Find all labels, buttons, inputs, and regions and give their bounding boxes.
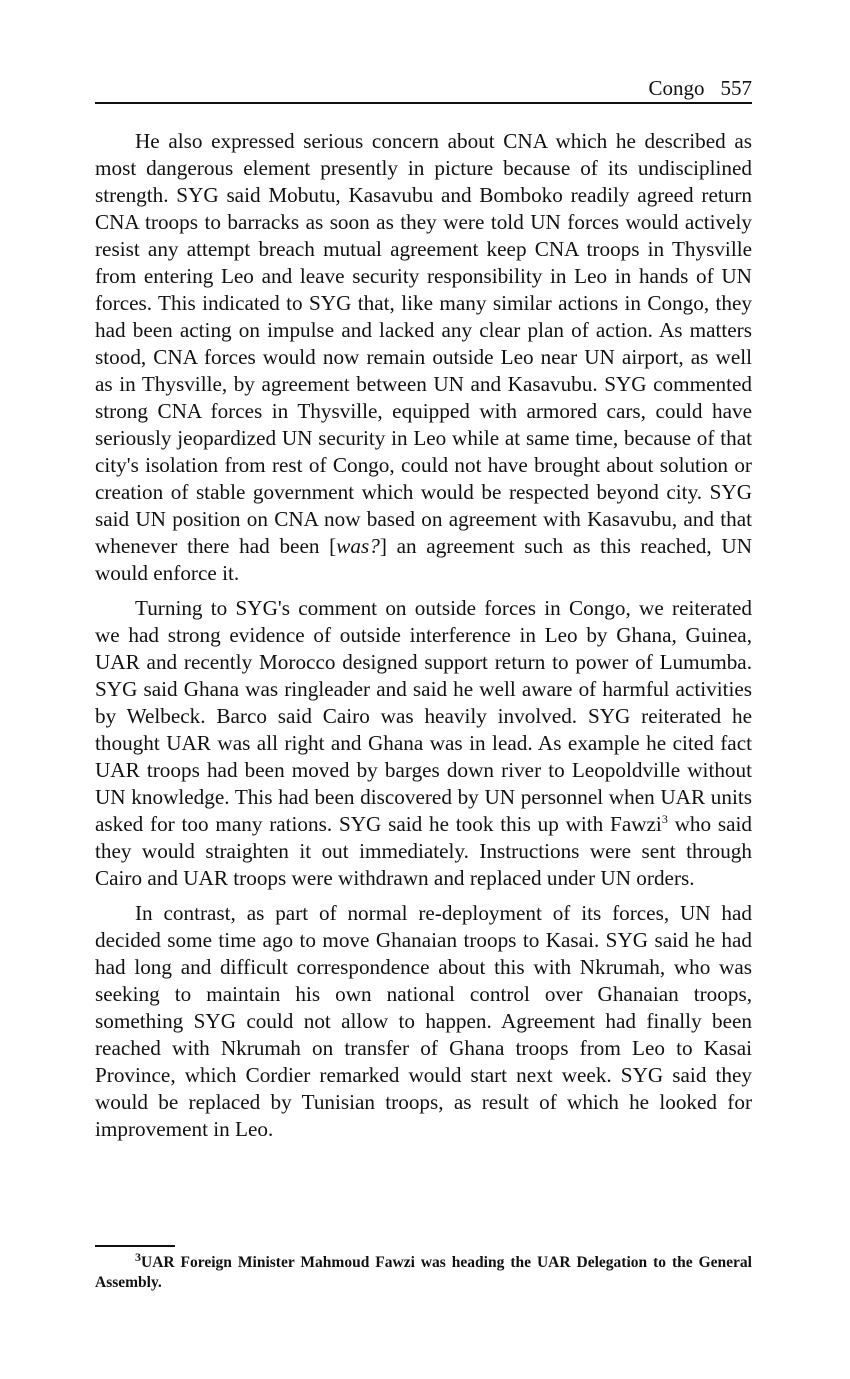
paragraph-2 <box>95 595 752 892</box>
footnote <box>95 1249 752 1293</box>
paragraph-1 <box>95 128 752 587</box>
paragraph-1-text-a: He also expressed serious concern about CNA which he described as most dangerous element presently in picture because of its undisciplined strength. SYG said Mobutu, Kasavubu and Bomboko readily agreed return CNA troops to barracks as soon as they were told UN forces would actively resist any attempt breach mutual agreement keep CNA troops in Thysville from entering Leo and leave security responsibility in Leo in hands of UN forces. This indicated to SYG that, like many similar actions in Congo, they had been acting on impulse and lacked any clear plan of action. As matters stood, CNA forces would now remain outside Leo near UN airport, as well as in Thysville, by agreement between UN and Kasavubu. SYG commented strong CNA forces in Thysville, equipped with armored cars, could have seriously jeopardized UN security in Leo while at same time, because of that city's isolation from rest of Congo, could not have brought about solution or creation of stable government which would be respected beyond city. SYG said UN position on CNA now based on agreement with Kasavubu, and that whenever there had been [ <box>95 129 752 558</box>
paragraph-2-text-b: who said they would straighten it out immediately. Instructions were sent through Cairo and UAR troops were withdrawn and replaced under UN orders. <box>95 812 753 890</box>
footnote-marker: 3 <box>135 1249 141 1264</box>
body-text <box>95 128 752 1151</box>
paragraph-1-editorial-query: was? <box>336 534 380 558</box>
paragraph-1-text-b: ] an agreement such as this reached, UN would enforce it. <box>95 534 752 585</box>
footnote-reference[interactable]: 3 <box>661 811 668 826</box>
footnote-divider <box>95 1245 175 1247</box>
chapter-title: Congo <box>648 76 705 100</box>
page-number: 557 <box>720 76 752 100</box>
footnote-text: UAR Foreign Minister Mahmoud Fawzi was heading the UAR Delegation to the General Assembly. <box>95 1254 752 1291</box>
running-header <box>95 76 752 104</box>
paragraph-3: In contrast, as part of normal re-deployment of its forces, UN had decided some time ago to move Ghanaian troops to Kasai. SYG said he had had long and difficult correspondence about this with Nkrumah, who was seeking to maintain his own national control over Ghanaian troops, something SYG could not allow to happen. Agreement had finally been reached with Nkrumah on transfer of Ghana troops from Leo to Kasai Province, which Cordier remarked would start next week. SYG said they would be replaced by Tunisian troops, as result of which he looked for improvement in Leo. <box>95 901 752 1141</box>
paragraph-2-text-a: Turning to SYG's comment on outside forces in Congo, we reiterated we had strong evidence of outside interference in Leo by Ghana, Guinea, UAR and recently Morocco designed support return to power of Lumumba. SYG said Ghana was ringleader and said he well aware of harmful activities by Welbeck. Barco said Cairo was heavily involved. SYG reiterated he thought UAR was all right and Ghana was in lead. As example he cited fact UAR troops had been moved by barges down river to Leopoldville without UN knowledge. This had been discovered by UN personnel when UAR units asked for too many rations. SYG said he took this up with Fawzi <box>95 596 752 836</box>
